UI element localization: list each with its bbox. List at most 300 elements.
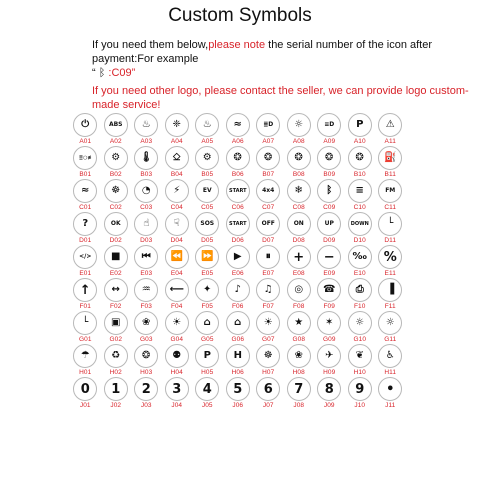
symbol-cell (346, 278, 375, 310)
symbol-code: E10 (353, 270, 366, 277)
symbol-cell (193, 377, 222, 409)
bulb-icon: ☀ (165, 311, 189, 335)
symbol-code: E05 (201, 270, 214, 277)
symbol-code: C03 (140, 204, 153, 211)
symbol-code: A11 (384, 138, 396, 145)
symbol-cell (163, 212, 192, 244)
intro-note: please note (208, 39, 266, 51)
wiper-icon: ≈ (226, 113, 250, 137)
symbol-cell (102, 179, 131, 211)
symbol-code: G11 (384, 336, 397, 343)
symbol-cell (193, 278, 222, 310)
symbol-code: D07 (262, 237, 275, 244)
ok-icon: OK (104, 212, 128, 236)
digit-7-icon: 7 (287, 377, 311, 401)
digit-6-icon: 6 (256, 377, 280, 401)
gear-warning-icon: ⚙ (195, 146, 219, 170)
symbol-cell (224, 212, 253, 244)
symbol-code: C11 (384, 204, 397, 211)
arrow-up-icon: ↑ (73, 278, 97, 302)
symbol-code: C06 (231, 204, 244, 211)
rear-defrost-icon: ♨ (134, 113, 158, 137)
seat-recline-icon: ⌂ (226, 311, 250, 335)
symbol-cell (163, 245, 192, 277)
symbol-code: J10 (354, 402, 366, 409)
symbol-cell (193, 146, 222, 178)
symbol-code: B07 (262, 171, 275, 178)
symbol-code: F02 (109, 303, 122, 310)
symbol-code: F05 (201, 303, 213, 310)
symbol-cell (102, 113, 131, 145)
symbol-code: D02 (109, 237, 122, 244)
symbol-cell (224, 179, 253, 211)
symbol-code: G01 (78, 336, 92, 343)
symbol-cell (346, 113, 375, 145)
symbol-code: B02 (109, 171, 122, 178)
symbol-cell (376, 245, 405, 277)
bluetooth-icon: ᛒ (317, 179, 341, 203)
symbol-cell (224, 278, 253, 310)
symbol-code: J08 (293, 402, 305, 409)
ornament-icon: ❀ (287, 344, 311, 368)
symbol-cell (346, 377, 375, 409)
corner-icon: └ (378, 212, 402, 236)
wifi-icon: ≡ (348, 179, 372, 203)
symbol-cell (132, 377, 161, 409)
symbol-code: G07 (261, 336, 275, 343)
symbol-code: D05 (201, 237, 214, 244)
digit-1-icon: 1 (104, 377, 128, 401)
horn-icon: ♒ (134, 278, 158, 302)
symbol-code: C10 (353, 204, 366, 211)
symbol-code: C01 (79, 204, 92, 211)
symbol-code: E04 (170, 270, 183, 277)
symbol-code: C09 (323, 204, 336, 211)
symbol-cell (102, 245, 131, 277)
rewind-icon: ⏪ (165, 245, 189, 269)
battery-icon: ⎐ (165, 146, 189, 170)
symbol-code: F09 (323, 303, 335, 310)
hazard-icon: ⚠ (378, 113, 402, 137)
symbol-code: F11 (384, 303, 396, 310)
sos-icon: SOS (195, 212, 219, 236)
symbol-cell (71, 278, 100, 310)
symbol-cell (285, 113, 314, 145)
symbol-cell (376, 344, 405, 376)
brightness-icon: ☼ (348, 311, 372, 335)
symbol-code: C02 (109, 204, 122, 211)
symbol-cell (102, 344, 131, 376)
four-by-four-icon: 4x4 (256, 179, 280, 203)
symbol-code: G09 (322, 336, 336, 343)
brightness-high-icon: ☼ (378, 311, 402, 335)
symbol-cell (224, 146, 253, 178)
symbol-cell (71, 212, 100, 244)
fm-icon: FM (378, 179, 402, 203)
symbol-code: H08 (292, 369, 305, 376)
symbol-cell (315, 212, 344, 244)
symbol-code: F04 (170, 303, 183, 310)
symbol-cell (285, 278, 314, 310)
symbol-cell (315, 113, 344, 145)
question-icon: ? (73, 212, 97, 236)
monster-logo-icon: ⚉ (165, 344, 189, 368)
symbol-cell (346, 311, 375, 343)
symbol-cell (285, 245, 314, 277)
symbol-cell (224, 344, 253, 376)
car-logo-icon: ❂ (134, 344, 158, 368)
symbol-cell (71, 146, 100, 178)
symbol-cell (376, 113, 405, 145)
symbol-code: J02 (110, 402, 122, 409)
symbol-code: H10 (353, 369, 366, 376)
symbol-code: E07 (262, 270, 275, 277)
symbol-code: E11 (384, 270, 396, 277)
parking-icon: P (348, 113, 372, 137)
abs-icon: ABS (104, 113, 128, 137)
up-icon: UP (317, 212, 341, 236)
symbol-cell (346, 146, 375, 178)
symbol-cell (193, 179, 222, 211)
symbol-cell (193, 212, 222, 244)
digit-5-icon: 5 (226, 377, 250, 401)
digit-2-icon: 2 (134, 377, 158, 401)
symbol-cell (315, 278, 344, 310)
parking-wheelchair-icon: P (195, 344, 219, 368)
symbol-code: E08 (292, 270, 305, 277)
symbol-cell (132, 146, 161, 178)
start-stop-icon: START (226, 179, 250, 203)
symbol-cell (254, 179, 283, 211)
symbol-code: A07 (262, 138, 275, 145)
bell-icon: ♫ (256, 278, 280, 302)
mist-icon: ❄ (287, 179, 311, 203)
symbol-cell (285, 179, 314, 211)
example-code: :C09” (105, 67, 136, 79)
symbol-cell (376, 311, 405, 343)
symbol-code: H04 (170, 369, 183, 376)
symbol-cell (132, 245, 161, 277)
leaf-dark-icon: ❦ (348, 344, 372, 368)
dot-icon: • (378, 377, 402, 401)
sun-icon: ✶ (317, 311, 341, 335)
symbol-code: A09 (323, 138, 336, 145)
symbol-cell (376, 278, 405, 310)
symbol-code: H05 (201, 369, 214, 376)
off-icon: OFF (256, 212, 280, 236)
digit-8-icon: 8 (317, 377, 341, 401)
symbol-code: C04 (170, 204, 183, 211)
symbol-code: H07 (262, 369, 275, 376)
example-prefix: “ (92, 67, 99, 79)
on-icon: ON (287, 212, 311, 236)
symbol-cell (376, 377, 405, 409)
symbol-code: B03 (140, 171, 153, 178)
symbol-cell (163, 113, 192, 145)
symbol-cell (193, 344, 222, 376)
symbol-code: G03 (139, 336, 153, 343)
per-mille-icon: ‰ (348, 245, 372, 269)
symbol-cell (224, 311, 253, 343)
stop-icon: ■ (104, 245, 128, 269)
intro-text (92, 38, 476, 80)
symbol-cell (346, 344, 375, 376)
symbol-code: A10 (353, 138, 366, 145)
symbol-code: J09 (323, 402, 335, 409)
symbol-code: H11 (384, 369, 397, 376)
thumbs-down-icon: ☟ (165, 212, 189, 236)
minus-icon: − (317, 245, 341, 269)
temperature-icon: 🌡 (134, 146, 158, 170)
symbol-cell (315, 311, 344, 343)
symbol-cell (163, 344, 192, 376)
symbol-cell (132, 113, 161, 145)
symbol-cell (224, 113, 253, 145)
heat-waves-icon: ≈ (73, 179, 97, 203)
digit-4-icon: 4 (195, 377, 219, 401)
symbol-cell (102, 146, 131, 178)
symbol-code: D03 (140, 237, 153, 244)
symbol-cell (285, 146, 314, 178)
intro-part1: If you need them below, (92, 39, 209, 51)
headlight-icon: ≡D (317, 113, 341, 137)
symbol-code: J01 (79, 402, 91, 409)
symbol-code: J05 (201, 402, 213, 409)
symbol-code: D04 (170, 237, 183, 244)
symbol-code: D01 (79, 237, 92, 244)
pause-icon: ⏸ (256, 245, 280, 269)
symbol-cell (285, 377, 314, 409)
engine-icon: ⚙ (104, 146, 128, 170)
symbol-cell (315, 146, 344, 178)
symbol-code: B10 (353, 171, 366, 178)
symbol-cell (376, 179, 405, 211)
symbol-code: A05 (201, 138, 214, 145)
symbol-code: B01 (79, 171, 92, 178)
digit-9-icon: 9 (348, 377, 372, 401)
symbol-cell (254, 146, 283, 178)
symbol-cell (193, 311, 222, 343)
symbol-code: B08 (292, 171, 305, 178)
yamaha-logo-icon: ☸ (256, 344, 280, 368)
symbol-grid (71, 113, 407, 409)
steering-wheel-icon: ☸ (104, 179, 128, 203)
car-icon: ❂ (226, 146, 250, 170)
seat-heater-icon: ♨ (195, 113, 219, 137)
light-icon: ✦ (195, 278, 219, 302)
arrow-left-icon: ⟵ (165, 278, 189, 302)
symbol-cell (132, 278, 161, 310)
symbol-cell (346, 245, 375, 277)
previous-icon: ⏮ (134, 245, 158, 269)
symbol-code: F08 (292, 303, 305, 310)
honda-logo-icon: H (226, 344, 250, 368)
play-icon: ▶ (226, 245, 250, 269)
symbol-code: E01 (79, 270, 92, 277)
symbol-code: A02 (109, 138, 122, 145)
symbol-cell (224, 245, 253, 277)
fog-light-icon: ≣D (256, 113, 280, 137)
symbol-code: A04 (170, 138, 183, 145)
symbol-cell (71, 245, 100, 277)
start-icon: START (226, 212, 250, 236)
symbol-cell (193, 113, 222, 145)
symbol-code: A08 (292, 138, 305, 145)
symbol-code: H01 (79, 369, 92, 376)
leaf-icon: ❀ (134, 311, 158, 335)
symbol-cell (132, 311, 161, 343)
intro-part2: the serial number of the icon after payment:For example (92, 39, 433, 65)
symbol-cell (254, 311, 283, 343)
symbol-code: H03 (140, 369, 153, 376)
symbol-cell (254, 212, 283, 244)
faucet-icon: ☂ (73, 344, 97, 368)
symbol-cell (224, 377, 253, 409)
battery-full-icon: ▐ (378, 278, 402, 302)
speaker-icon: ◎ (287, 278, 311, 302)
page-title: Custom Symbols (168, 5, 312, 26)
symbol-code: D11 (384, 237, 397, 244)
symbol-code: H02 (109, 369, 122, 376)
symbol-code: D06 (231, 237, 244, 244)
symbol-cell (254, 245, 283, 277)
symbol-code: J11 (385, 402, 396, 409)
symbol-cell (71, 113, 100, 145)
symbol-cell (254, 113, 283, 145)
symbol-cell (71, 344, 100, 376)
symbol-code: E06 (231, 270, 244, 277)
symbol-cell (315, 245, 344, 277)
symbol-cell (346, 212, 375, 244)
symbol-code: H09 (323, 369, 336, 376)
symbol-code: B09 (323, 171, 336, 178)
arrows-horizontal-icon: ↔ (104, 278, 128, 302)
plus-icon: + (287, 245, 311, 269)
front-fog-icon: ☼ (287, 113, 311, 137)
car-side-icon: ❂ (256, 146, 280, 170)
percent-icon: % (378, 245, 402, 269)
symbol-cell (315, 377, 344, 409)
symbol-code: F03 (140, 303, 152, 310)
symbol-cell (163, 146, 192, 178)
symbol-code: B11 (384, 171, 396, 178)
eye-icon: ☀ (256, 311, 280, 335)
fan-icon: ❈ (165, 113, 189, 137)
symbol-code: J03 (140, 402, 152, 409)
digit-0-icon: 0 (73, 377, 97, 401)
car-front-icon: ❂ (317, 146, 341, 170)
symbol-code: D09 (323, 237, 336, 244)
speedometer-icon: ◔ (134, 179, 158, 203)
symbol-cell (346, 179, 375, 211)
symbol-code: E03 (140, 270, 153, 277)
star-icon: ★ (287, 311, 311, 335)
thumbs-up-icon: ☝ (134, 212, 158, 236)
fuel-icon: ⛽ (378, 146, 402, 170)
symbol-code: B06 (231, 171, 244, 178)
code-icon: </> (73, 245, 97, 269)
symbol-cell (71, 179, 100, 211)
symbol-code: J04 (171, 402, 183, 409)
airplane-icon: ✈ (317, 344, 341, 368)
microphone-icon: ♪ (226, 278, 250, 302)
symbol-code: F06 (231, 303, 244, 310)
symbol-code: G02 (109, 336, 123, 343)
symbol-cell (132, 344, 161, 376)
symbol-code: A01 (79, 138, 92, 145)
symbol-cell (132, 179, 161, 211)
symbol-cell (71, 377, 100, 409)
symbol-cell (132, 212, 161, 244)
symbol-cell (285, 212, 314, 244)
car-skid-icon: ❂ (348, 146, 372, 170)
symbol-cell (285, 344, 314, 376)
symbol-code: F01 (79, 303, 91, 310)
symbol-code: F10 (353, 303, 366, 310)
digit-3-icon: 3 (165, 377, 189, 401)
symbol-cell (376, 212, 405, 244)
symbol-cell (102, 377, 131, 409)
symbol-code: A06 (231, 138, 244, 145)
down-icon: DOWN (348, 212, 372, 236)
fast-forward-icon: ⏩ (195, 245, 219, 269)
ev-mode-icon: EV (195, 179, 219, 203)
symbol-code: B05 (201, 171, 214, 178)
symbol-cell (163, 311, 192, 343)
symbol-code: G08 (292, 336, 306, 343)
symbol-cell (102, 278, 131, 310)
symbol-code: J06 (232, 402, 244, 409)
phone-icon: ☎ (317, 278, 341, 302)
custom-logo-notice: If you need other logo, please contact the seller, we can provide logo custom-made service! (92, 85, 469, 111)
symbol-code: G10 (353, 336, 367, 343)
symbol-cell (193, 245, 222, 277)
ev-charge-icon: ⚡ (165, 179, 189, 203)
example-glyph: ᛒ (98, 67, 106, 79)
symbol-cell (254, 377, 283, 409)
symbol-code: H06 (231, 369, 244, 376)
symbol-code: D08 (292, 237, 305, 244)
symbol-cell (254, 344, 283, 376)
symbol-code: C08 (292, 204, 305, 211)
parking-light-icon: ≣○≢ (73, 146, 97, 170)
symbol-cell (102, 212, 131, 244)
symbol-cell (376, 146, 405, 178)
symbol-cell (254, 278, 283, 310)
symbol-cell (163, 179, 192, 211)
printer-icon: ⎙ (348, 278, 372, 302)
symbol-cell (315, 344, 344, 376)
symbol-code: D10 (353, 237, 366, 244)
symbol-code: G06 (231, 336, 245, 343)
symbol-code: A03 (140, 138, 153, 145)
symbol-cell (102, 311, 131, 343)
symbol-cell (285, 311, 314, 343)
symbol-cell (163, 278, 192, 310)
symbol-cell (163, 377, 192, 409)
symbol-code: G04 (170, 336, 184, 343)
symbol-code: E02 (109, 270, 122, 277)
symbol-code: J07 (262, 402, 274, 409)
symbol-code: C07 (262, 204, 275, 211)
car-recirculation-icon: ❂ (287, 146, 311, 170)
wheelchair-icon: ♿ (378, 344, 402, 368)
symbol-code: G05 (200, 336, 214, 343)
power-icon: ⏻ (73, 113, 97, 137)
symbol-cell (71, 311, 100, 343)
image-icon: ▣ (104, 311, 128, 335)
symbol-cell (315, 179, 344, 211)
